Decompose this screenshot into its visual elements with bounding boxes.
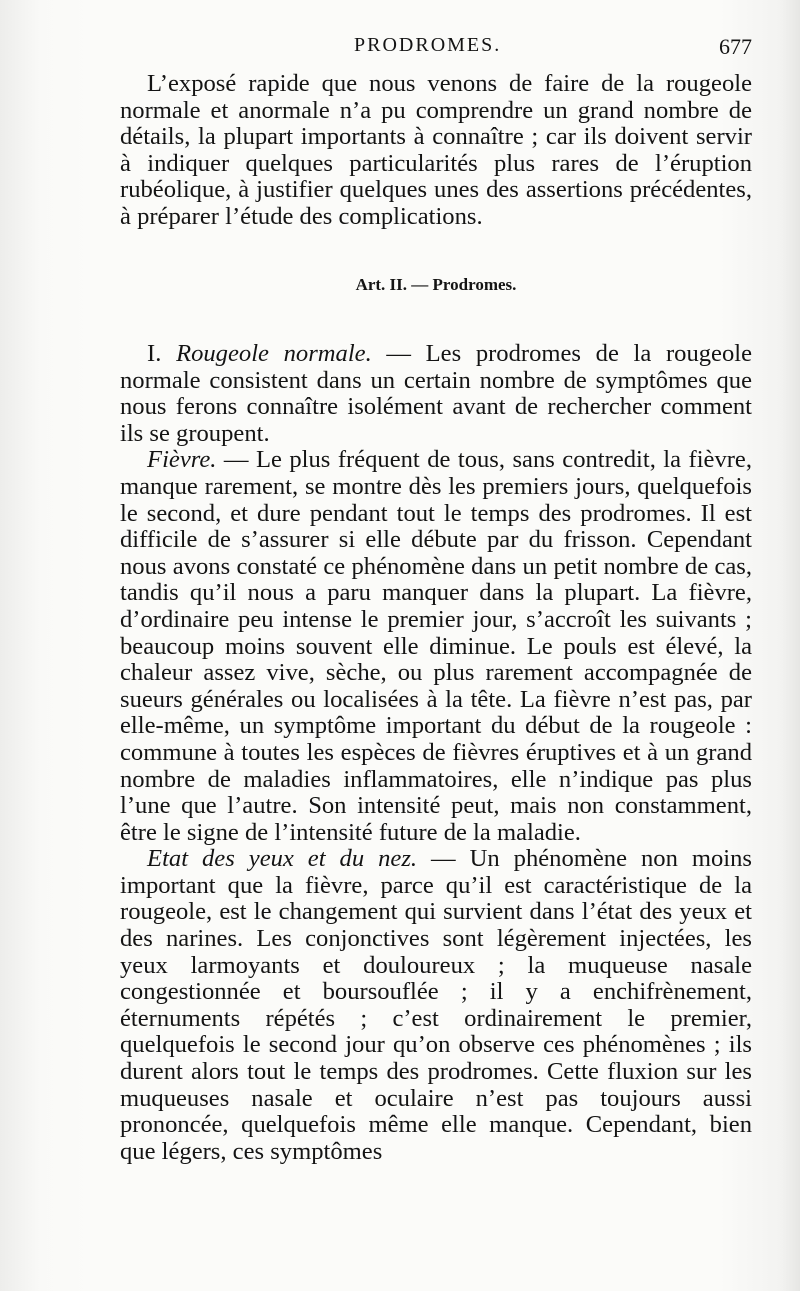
paragraph-yeux-nez xyxy=(120,846,752,1165)
fievre-title: Fièvre. xyxy=(147,446,217,474)
paragraph-fievre xyxy=(120,447,752,846)
page-number: 677 xyxy=(719,34,752,59)
yeux-nez-title: Etat des yeux et du nez. xyxy=(147,845,418,873)
intro-paragraph: L’exposé rapide que nous venons de faire de la rougeole normale et anormale n’a pu comprendre un grand nombre de détails, la plupart importants à connaître ; car ils doivent servir à indiquer quelques particularités plus rares de l’éruption rubéolique, à justifier quelques unes des assertions précédentes, à préparer l’étude des complications. xyxy=(120,70,752,230)
paragraph-rougeole-normale xyxy=(120,341,752,447)
intro-block xyxy=(120,71,752,231)
section-text: — Les prodromes de la rougeole normale consistent dans un certain nombre de symptômes que nous ferons connaître isolément avant de rechercher comment ils se groupent. xyxy=(120,340,752,447)
yeux-nez-text: — Un phénomène non moins important que la fièvre, parce qu’il est caractéristique de la rougeole, est le changement qui survient dans l’état des yeux et des narines. Les conjonctives sont légèrement injectées, les yeux larmoyants et douloureux ; la muqueuse nasale congestionnée et boursouflée ; il y a enchifrènement, éternuments répétés ; c’est ordinairement le premier, quelquefois le second jour qu’on observe ces phénomènes ; ils durent alors tout le temps des prodromes. Cette fluxion sur les muqueuses nasale et oculaire n’est pas toujours aussi prononcée, quelquefois même elle manque. Cependant, bien que légers, ces symptômes xyxy=(120,845,752,1165)
section-number: I. xyxy=(147,340,162,367)
section-title: Rougeole normale. xyxy=(176,340,372,367)
page-header xyxy=(122,34,752,64)
section-heading: Art. II. — Prodromes. xyxy=(355,275,517,294)
fievre-text: — Le plus fréquent de tous, sans contredit, la fièvre, manque rarement, se montre dès les premiers jours, quelquefois le second, et dure pendant tout le temps des prodromes. Il est difficile de s’assurer si elle débute par du frisson. Cependant nous avons constaté ce phénomène dans un petit nombre de cas, tandis qu’il nous a paru manquer dans la plupart. La fièvre, d’ordinaire peu intense le premier jour, s’accroît les suivants ; beaucoup moins souvent elle diminue. Le pouls est élevé, la chaleur assez vive, sèche, ou plus rarement accompagnée de sueurs générales ou localisées à la tête. La fièvre n’est pas, par elle-même, un symptôme important du début de la rougeole : commune à toutes les espèces de fièvres éruptives et à un grand nombre de maladies inflammatoires, elle n’indique pas plus l’une que l’autre. Son intensité peut, mais non constamment, être le signe de l’intensité future de la maladie. xyxy=(120,446,752,846)
body-text xyxy=(120,341,752,1165)
running-title: PRODROMES. xyxy=(354,34,502,56)
